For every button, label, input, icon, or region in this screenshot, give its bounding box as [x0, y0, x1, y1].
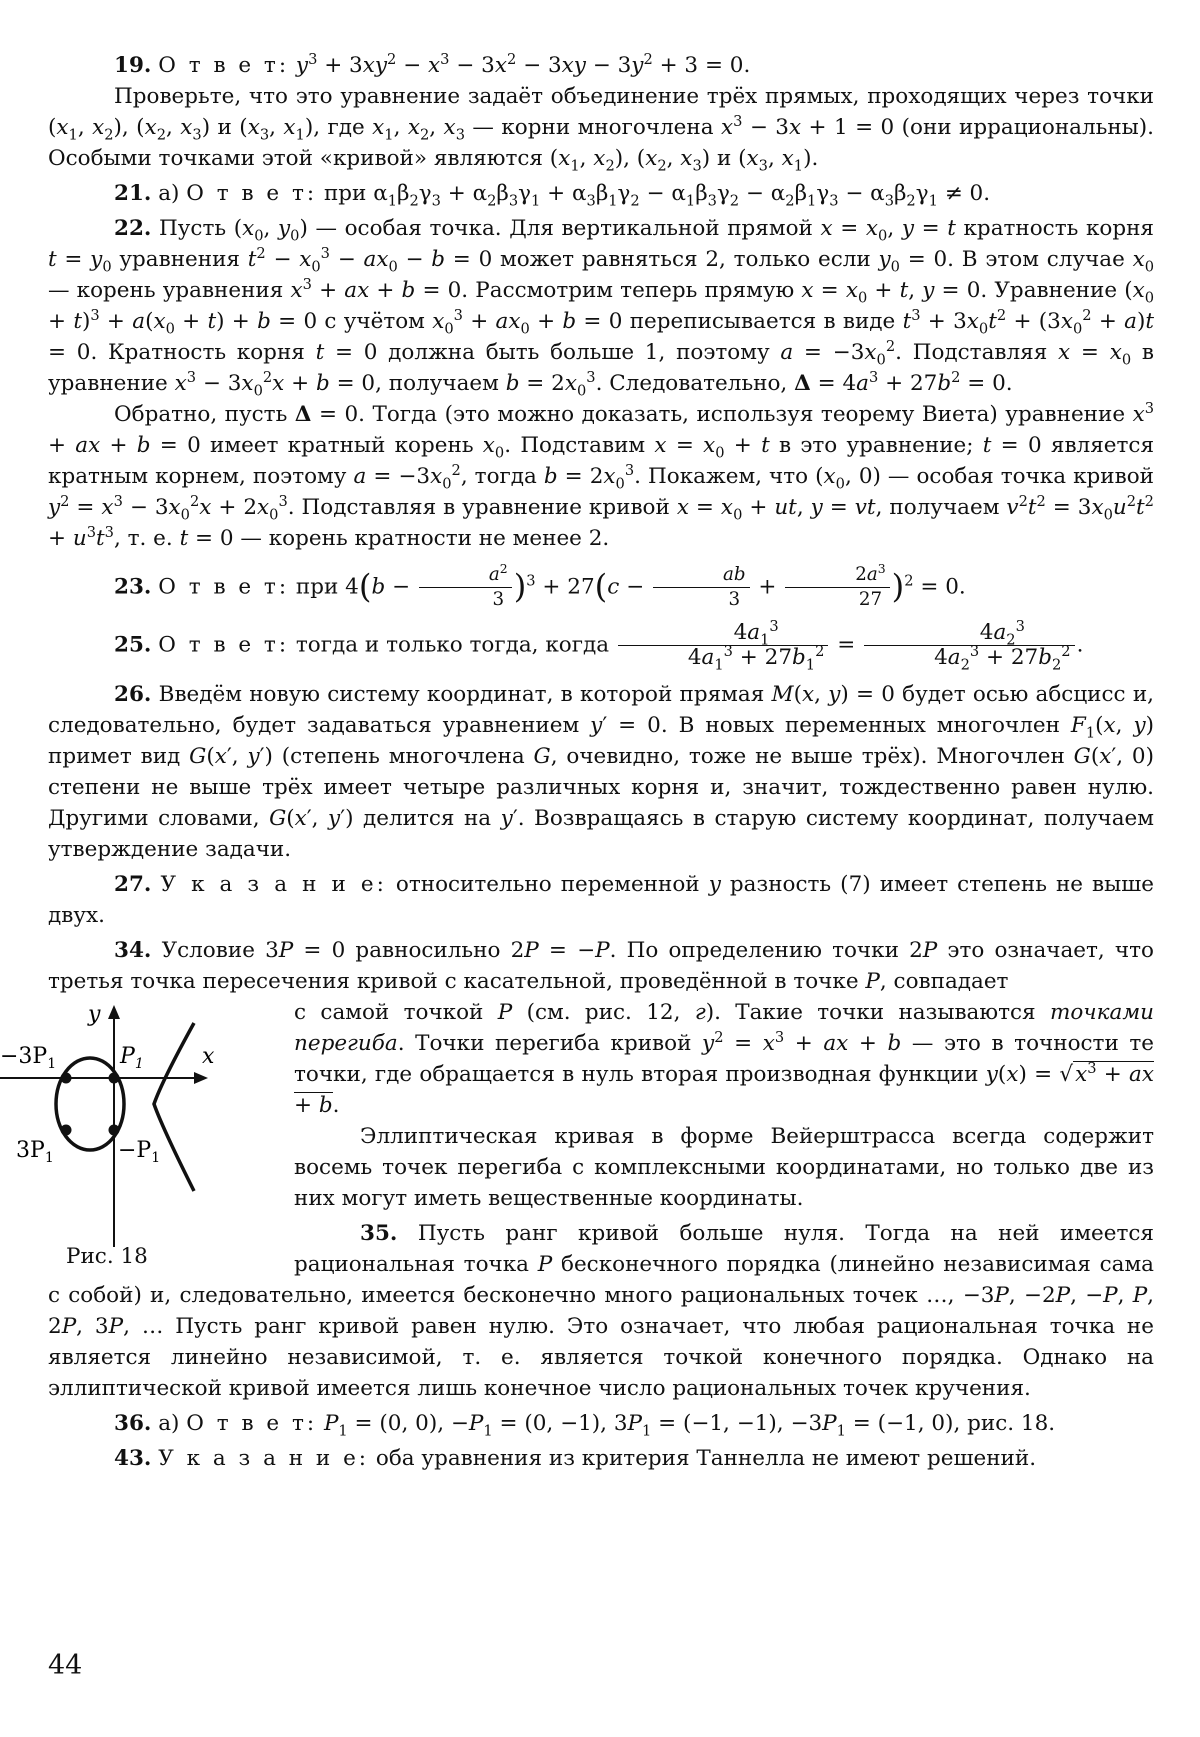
- item-25: 25. О т в е т: тогда и только тогда, когда $\frac{4a_1^3}{4a_1^3 + 27b_1^2}$ = $\frac{4a_2^3}{4a_2^3 + 27b_2^2}$ .: [114, 617, 1084, 674]
- item-21: 21. а) О т в е т: при $\alpha_1\beta_2\gamma_3 + \alpha_2\beta_3\gamma_1 + \alpha_3\beta_1\gamma_2 - \alpha_1\beta_3\gamma_2 - \alpha_2\beta_1\gamma_3 - \alpha_3\beta_2\gamma_1 \ne 0$.: [114, 181, 991, 210]
- item-43: 43. У к а з а н и е: оба уравнения из критерия Таннелла не имеют решений.: [114, 1446, 1037, 1471]
- x-axis-arrow-icon: [194, 1072, 208, 1084]
- y-axis-label: y: [88, 1002, 101, 1027]
- label-3p1: $3P_1$: [16, 1138, 54, 1166]
- point-p1: [109, 1073, 120, 1084]
- item-27: 27. У к а з а н и е: относительно переменной y разность (7) имеет степень не выше двух.: [48, 872, 1154, 928]
- x-axis-label: x: [202, 1044, 215, 1069]
- item-34-cont: с самой точкой P (см. рис. 12, г). Такие точки называются точками перегиба. Точки перегиба кривой $y^2 = x^3$ + ax + b — это в точности те точки, где обращается в нуль вторая производная функции $y(x) = √x^3$ + ax + b.: [294, 1000, 1154, 1118]
- y-axis-arrow-icon: [108, 1005, 120, 1019]
- item-34: 34. Условие 3P = 0 равносильно 2P = −P. По определению точки 2P это означает, что третья точка пересечения кривой с касательной, проведённой в точке P, совпадает: [48, 938, 1154, 994]
- item-22: 22. Пусть ($x_0$, $y_0$) — особая точка. Для вертикальной прямой $x = x_0$, y = t кратность корня $t = y_0$ уравнения $t^2 - x_0^3 - ax_0 - b = 0$ может равняться 2, только если $y_0 = 0$. В этом случае $x_0$ — корень уравнения $x^3$ + ax + b = 0. Рассмотрим теперь прямую $x = x_0 + t$, y = 0. Уравнение $(x_0 + t)^3 + a(x_0 + t) + b = 0$ с учётом $x_0^3 + ax_0 + b = 0$ переписывается в виде $t^3 + 3x_0t^2 + (3x_0^2 + a)t = 0$. Кратность корня t = 0 должна быть больше 1, поэтому $a = -3x_0^2$. Подставляя $x = x_0$ в уравнение $x^3 - 3x_0^2x + b = 0$, получаем $b = 2x_0^3$. Следовательно, $\Delta = 4a^3 + 27b^2 = 0$.: [48, 216, 1155, 400]
- item-22-converse: Обратно, пусть Δ = 0. Тогда (это можно доказать, используя теорему Виета) уравнение $x^3$ + ax + b = 0 имеет кратный корень $x_0$. Подставим $x = x_0 + t$ в это уравнение; t = 0 является кратным корнем, поэтому $a = -3x_0^2$, тогда $b = 2x_0^3$. Покажем, что ($x_0$, 0) — особая точка кривой $y^2 = x^3 - 3x_0^2x + 2x_0^3$. Подставляя в уравнение кривой $x = x_0$ + ut, y = vt, получаем $v^2t^2 = 3x_0u^2t^2 + u^3t^3$, т. е. t = 0 — корень кратности не менее 2.: [48, 399, 1155, 551]
- item-26: 26. Введём новую систему координат, в которой прямая M(x, y) = 0 будет осью абсцисс и, следовательно, будет задаваться уравнением y′ = 0. В новых переменных многочлен $F_1(x$, y) примет вид G(x′, y′) (степень многочлена G, очевидно, тоже не выше трёх). Многочлен G(x′, 0) степени не выше трёх имеет четыре различных корня и, значит, тождественно равен нулю. Другими словами, G(x′, y′) делится на y′. Возвращаясь в старую систему координат, получаем утверждение задачи.: [48, 682, 1155, 862]
- item-35: 35. Пусть ранг кривой больше нуля. Тогда на ней имеется рациональная точка P бесконечного порядка (линейно независимая сама с собой) и, следовательно, имеется бесконечно много рациональных точек …, −3P, −2P, −P, P, 2P, 3P, … Пусть ранг кривой равен нулю. Это означает, что любая рациональная точка не является линейно независимой, т. е. является точкой конечного порядка. Однако на эллиптической кривой имеется лишь конечное число рациональных точек кручения.: [48, 1221, 1155, 1401]
- item-19: 19. О т в е т: $y^3 + 3xy^2 - x^3 - 3x^2 - 3xy - 3y^2 + 3 = 0$.: [114, 50, 751, 78]
- figure-caption: Рис. 18: [66, 1244, 148, 1269]
- elliptic-curve-plot: [0, 1001, 282, 1271]
- item-19-text: Проверьте, что это уравнение задаёт объединение трёх прямых, проходящих через точки ($x_1$, $x_2$), ($x_2$, $x_3$) и ($x_3$, $x_1$), где $x_1$, $x_2$, $x_3$ — корни многочлена $x^3 - 3x + 1 = 0$ (они иррациональны). Особыми точками этой «кривой» являются ($x_1$, $x_2$), ($x_2$, $x_3$) и ($x_3$, $x_1$).: [48, 84, 1154, 175]
- point-minus-p1: [109, 1125, 120, 1136]
- solutions-text: [0, 50, 1155, 1474]
- item-34-inflection: Эллиптическая кривая в форме Вейерштрасса всегда содержит восемь точек перегиба с комплексными координатами, но только две из них могут иметь вещественные координаты.: [294, 1124, 1154, 1211]
- item-36: 36. а) О т в е т: $P_1 = (0$, 0), $-P_1 = (0$, −1), $3P_1 = (-1$, −1), $-3P_1 = (-1$, 0), рис. 18.: [114, 1411, 1056, 1440]
- page-number: 44: [48, 1650, 83, 1681]
- figure-18: [0, 1001, 282, 1271]
- point-3p1: [61, 1125, 72, 1136]
- label-minus-p1: $-P_1$: [118, 1138, 161, 1166]
- label-minus-3p1: $-3P_1$: [0, 1044, 57, 1072]
- item-23: 23. О т в е т: при 4(b − $\frac{a^2}{3}$ )$^3$ + 27(c − $\frac{ab}{3}$ + $\frac{2a^3}{27}$ )$^2$ = 0.: [114, 560, 966, 610]
- point-minus-3p1: [61, 1073, 72, 1084]
- label-p1: $P_1$: [120, 1044, 144, 1072]
